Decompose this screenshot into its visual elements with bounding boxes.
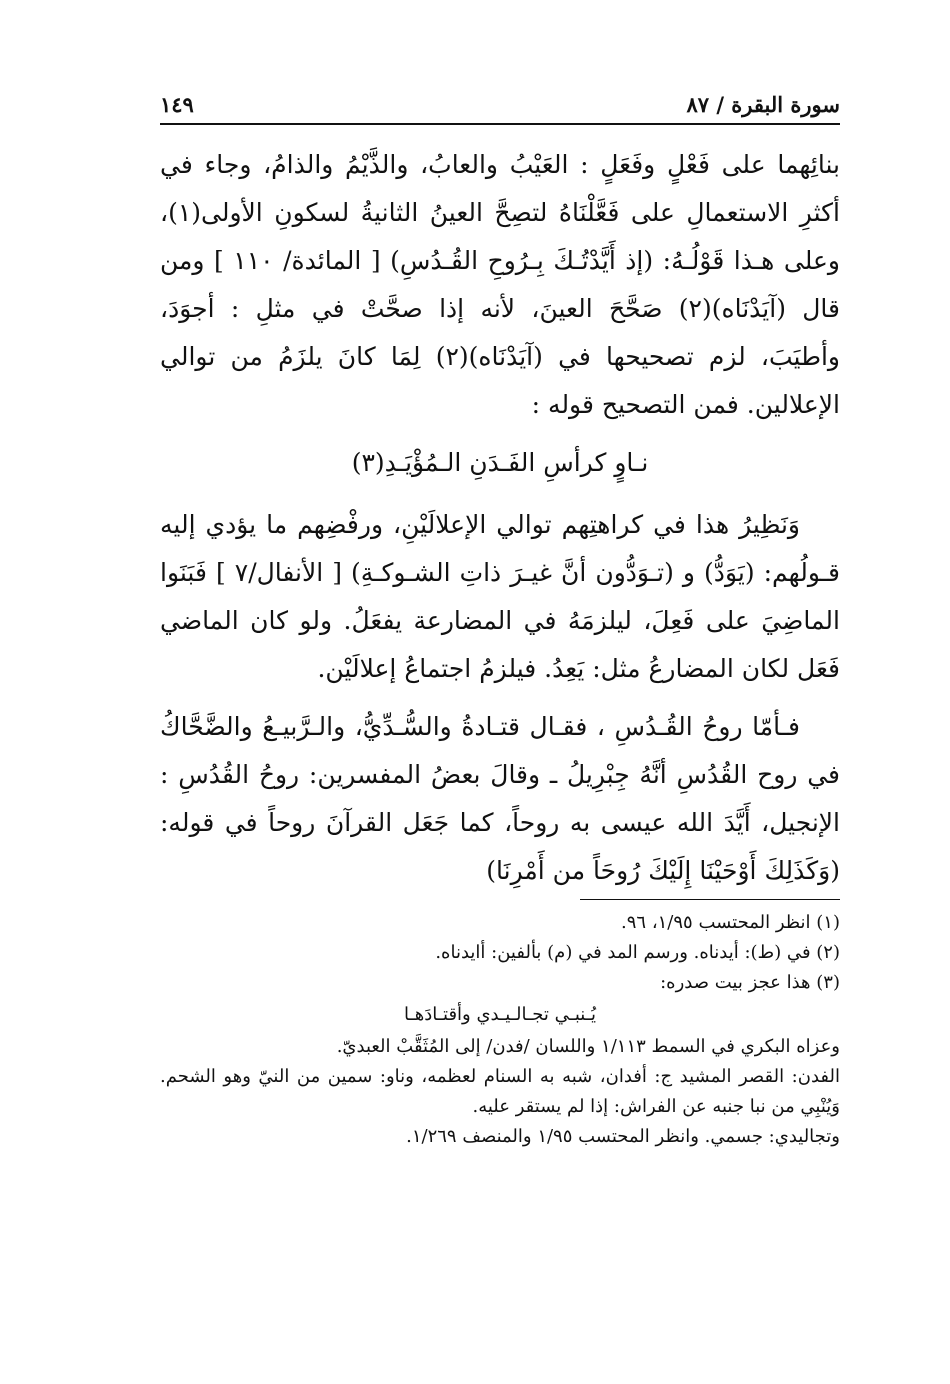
- footnote-3: (٣) هذا عجز بيت صدره:: [660, 972, 840, 993]
- footnote-2: (٢) في (ط): أيدناه. ورسم المد في (م) بألفين: أايدناه.: [435, 942, 840, 963]
- footnote-3-gloss: الفدن: القصر المشيد ج: أفدان، شبه به السنام لعظمه، وناو: سمين من النيّ وهو الشحم. وَيُنْبِي من نبا جنبه عن الفراش: إذا لم يستقر عليه.: [160, 1066, 840, 1117]
- footnote-3-reference: وتجاليدي: جسمي. وانظر المحتسب ١/٩٥ والمنصف ١/٢٦٩.: [406, 1126, 840, 1147]
- footnote-3-verse: يُـنبـي تجـالـيـدي وأقتـادَهـا: [403, 1004, 596, 1025]
- surah-title: سورة البقرة / ٨٧: [686, 92, 840, 117]
- poetry-verse: نـاوٍ كرأسِ الفَـدَنِ الـمُؤْيَـدِ(٣): [351, 448, 649, 477]
- main-text: [160, 141, 840, 895]
- footnote-1: (١) انظر المحتسب ١/٩٥، ٩٦.: [621, 912, 840, 933]
- header-rule: [160, 123, 840, 125]
- footnotes: [160, 908, 840, 1152]
- footnote-rule: [580, 899, 840, 900]
- paragraph-3: فـأمّا روحُ القُـدُسِ ، فقـال قتـادةُ والسُّـدِّيُّ، والـرَّبيـعُ والضَّحَّاكُ في روح القُدُسِ أنَّهُ جِبْرِيلُ ـ وقالَ بعضُ المفسرين: روحُ القُدُسِ : الإنجيل، أَيَّدَ الله عيسى به روحاً، كما جَعَل القرآنَ روحاً في قوله: (وَكَذَلِكَ أَوْحَيْنَا إِلَيْكَ رُوحَاً من أَمْرِنَا): [160, 712, 840, 885]
- book-page: [160, 92, 840, 1152]
- paragraph-1: بنائِهما على فَعْلٍ وفَعَلٍ : العَيْبُ والعابُ، والذَّيْمُ والذامُ، وجاء في أكثرِ الاستعمالِ على فَعَّلْنَاهُ لتصِحَّ العينُ الثانيةُ لسكونِ الأولى(١)، وعلى هـذا قَوْلُـهُ: (إذ أَيَّدْتُـكَ بِـرُوحِ القُـدُسِ) [ المائدة/ ١١٠ ] ومن قال (آيَدْنَاه)(٢) صَحَّحَ العينَ، لأنه إذا صحَّتْ في مثلِ : أجوَدَ، وأطيَبَ، لزم تصحيحها في (آيَدْنَاه)(٢) لِمَا كانَ يلزَمُ من توالي الإعلالين. فمن التصحيح قوله :: [160, 150, 840, 419]
- footnote-3-attribution: وعزاه البكري في السمط ١/١١٣ واللسان /فدن/ إلى المُثَقَّبْ العبديّ.: [336, 1036, 840, 1057]
- paragraph-2: وَنَظِيرُ هذا في كراهتِهم توالي الإعلالَيْنِ، ورفْضِهم ما يؤدي إليه قـولُهم: (يَوَدُّ) و (تـوَدُّون أنَّ غيـرَ ذاتِ الشـوكـةِ) [ الأنفال/٧ ] فَبَنَوا الماضِيَ على فَعِلَ، ليلزمَهُ في المضارعة يفعَلُ. ولو كان الماضي فَعَل لكان المضارعُ مثل: يَعِدُ. فيلزمُ اجتماعُ إعلالَيْن.: [160, 510, 841, 683]
- running-header: [160, 92, 840, 123]
- page-number: ١٤٩: [160, 92, 194, 117]
